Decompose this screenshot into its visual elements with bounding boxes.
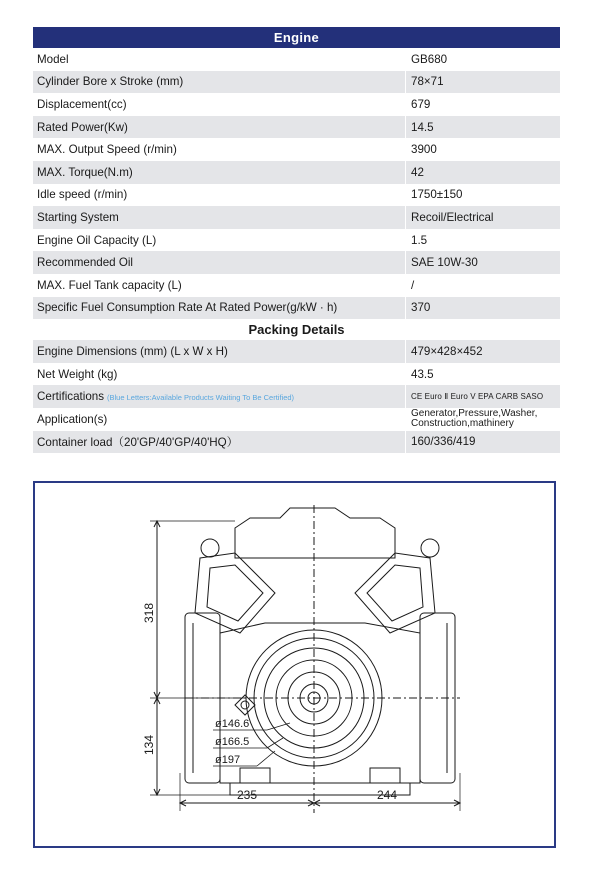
spec-value: 160/336/419 <box>405 431 560 454</box>
engine-technical-drawing <box>35 483 554 846</box>
spec-sheet <box>33 27 560 453</box>
engine-title-bar: Engine <box>33 27 560 48</box>
spec-row-starting-system <box>33 206 560 229</box>
spec-row-applications <box>33 408 560 431</box>
crankcase-body <box>220 623 420 783</box>
spec-label: Net Weight (kg) <box>37 367 118 381</box>
certifications-label: Certifications <box>37 390 105 404</box>
spec-row-rated-power <box>33 116 560 139</box>
spec-label: MAX. Fuel Tank capacity (L) <box>37 278 182 292</box>
spec-value: 42 <box>405 161 560 184</box>
spec-row-recommended-oil <box>33 251 560 274</box>
spec-value: 78×71 <box>405 71 560 94</box>
diameter-leader <box>267 723 290 730</box>
spec-label <box>33 390 405 403</box>
cylinder-head-right-fin <box>367 565 423 621</box>
dimension-label-235: 235 <box>236 788 258 802</box>
engine-top-block <box>235 508 395 558</box>
spec-row-displacement <box>33 93 560 116</box>
spec-row-fuel-tank <box>33 274 560 297</box>
spec-label: Container load（20'GP/40'GP/40'HQ） <box>37 435 239 449</box>
spec-value: 679 <box>405 93 560 116</box>
spec-value: 43.5 <box>405 363 560 386</box>
spec-row-certifications <box>33 385 560 408</box>
lifting-eye-right <box>421 539 439 557</box>
spec-row-bore-stroke <box>33 71 560 94</box>
dimension-label-134: 134 <box>142 734 156 756</box>
spec-row-fuel-consumption <box>33 297 560 320</box>
dimension-label-318: 318 <box>142 602 156 624</box>
packing-details-table <box>33 340 560 453</box>
spec-label: MAX. Output Speed (r/min) <box>37 143 177 157</box>
spec-value: 3900 <box>405 138 560 161</box>
spec-value: / <box>405 274 560 297</box>
spec-row-idle-speed <box>33 184 560 207</box>
base-foot-left <box>240 768 270 783</box>
engine-drawing-frame <box>33 481 556 848</box>
certifications-note: (Blue Letters:Available Products Waiting To Be Certified) <box>107 393 295 403</box>
lifting-eye-left <box>201 539 219 557</box>
spec-row-max-torque <box>33 161 560 184</box>
spec-value: SAE 10W-30 <box>405 251 560 274</box>
spec-row-model <box>33 48 560 71</box>
spec-value: 1.5 <box>405 229 560 252</box>
diameter-label-146: ø146.6 <box>215 718 250 730</box>
spec-value: 1750±150 <box>405 184 560 207</box>
diameter-label-197: ø197 <box>215 754 241 766</box>
spec-label: Starting System <box>37 210 119 224</box>
spec-row-max-output-speed <box>33 138 560 161</box>
spec-label: Idle speed (r/min) <box>37 188 128 202</box>
spec-row-container-load <box>33 431 560 454</box>
base-foot-right <box>370 768 400 783</box>
spec-label: Model <box>37 52 69 66</box>
spec-label: Recommended Oil <box>37 256 134 270</box>
diameter-leader <box>267 738 283 748</box>
spec-row-oil-capacity <box>33 229 560 252</box>
spec-row-engine-dimensions <box>33 340 560 363</box>
spec-value: CE Euro Ⅱ Euro V EPA CARB SASO <box>405 385 560 408</box>
spec-label: Displacement(cc) <box>37 97 127 111</box>
spec-label: Rated Power(Kw) <box>37 120 128 134</box>
spec-value: GB680 <box>405 48 560 71</box>
spec-value: 14.5 <box>405 116 560 139</box>
engine-specs-table <box>33 48 560 319</box>
spec-value: 370 <box>405 297 560 320</box>
application-line-2: Construction,mathinery <box>411 418 514 430</box>
spec-label: Specific Fuel Consumption Rate At Rated Power(g/kW · h) <box>37 301 338 315</box>
spec-row-net-weight <box>33 363 560 386</box>
diameter-label-166: ø166.5 <box>215 736 250 748</box>
spec-label: Cylinder Bore x Stroke (mm) <box>37 75 184 89</box>
spec-label: Engine Dimensions (mm) (L x W x H) <box>37 344 228 358</box>
spec-value: Recoil/Electrical <box>405 206 560 229</box>
spec-label: Application(s) <box>37 412 108 426</box>
spec-label: MAX. Torque(N.m) <box>37 165 133 179</box>
dimension-label-244: 244 <box>376 788 398 802</box>
spec-label: Engine Oil Capacity (L) <box>37 233 157 247</box>
spec-value <box>405 408 560 431</box>
application-line-1: Generator,Pressure,Washer, <box>411 408 538 420</box>
diameter-leader <box>257 751 275 766</box>
mount-bolt-center <box>241 701 249 709</box>
packing-details-heading: Packing Details <box>248 322 345 338</box>
spec-value: 479×428×452 <box>405 340 560 363</box>
